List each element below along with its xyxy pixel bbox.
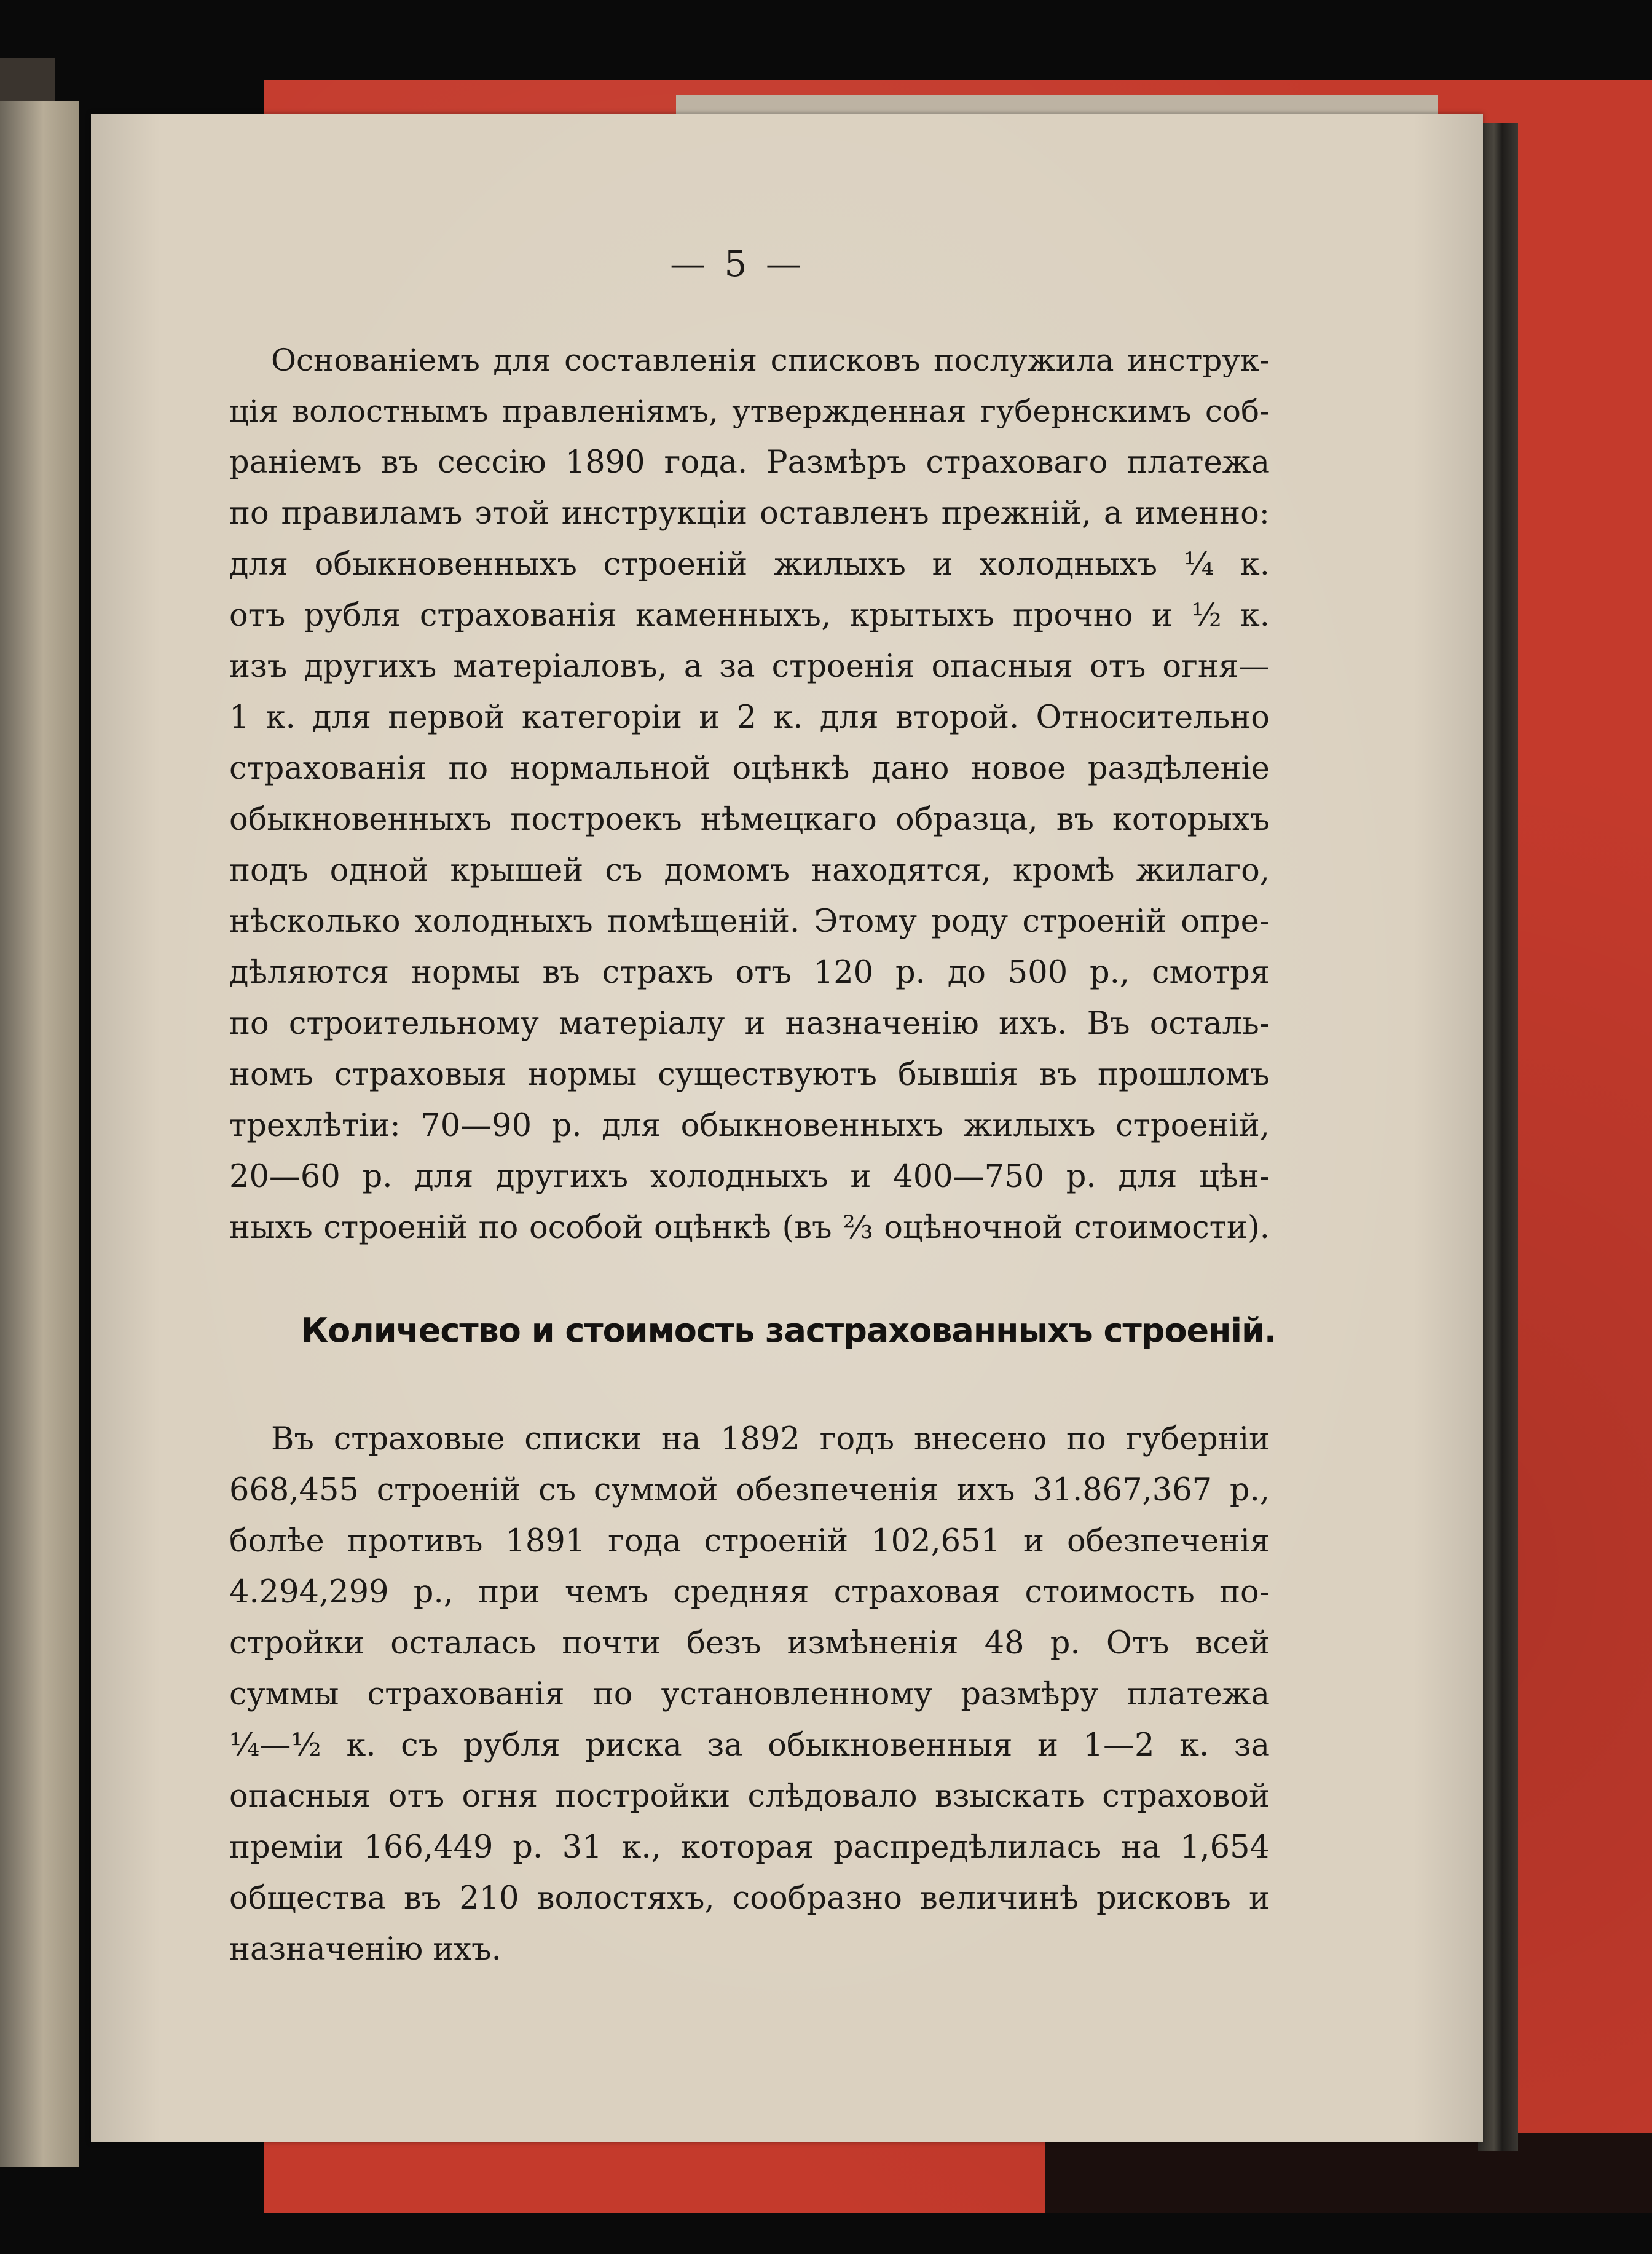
text-line: номъ страховыя нормы существуютъ бывшія въ прошломъ	[229, 1057, 1270, 1093]
text-line: стройки осталась почти безъ измѣненія 48 р. Отъ всей	[229, 1625, 1270, 1661]
paragraph-1	[229, 335, 1270, 1253]
text-line: 20—60 р. для другихъ холодныхъ и 400—750 р. для цѣн-	[229, 1159, 1270, 1195]
page-stack-right-edge	[1478, 123, 1518, 2151]
text-line: преміи 166,449 р. 31 к., которая распредѣлилась на 1,654	[229, 1829, 1270, 1866]
text-line: по строительному матеріалу и назначенію ихъ. Въ осталь-	[229, 1006, 1270, 1042]
text-line: общества въ 210 волостяхъ, сообразно величинѣ рисковъ и	[229, 1880, 1270, 1917]
text-line: Основаніемъ для составленія списковъ послужила инструк-	[271, 342, 1270, 378]
paragraph-2	[229, 1414, 1270, 1975]
text-line: изъ другихъ матеріаловъ, а за строенія опасныя отъ огня—	[229, 648, 1270, 685]
text-line: Въ страховые списки на 1892 годъ внесено по губерніи	[271, 1421, 1270, 1457]
text-line: подъ одной крышей съ домомъ находятся, кромѣ жилаго,	[229, 853, 1270, 889]
text-line: нѣсколько холодныхъ помѣщеній. Этому роду строеній опре-	[229, 904, 1270, 940]
section-heading: Количество и стоимость застрахованныхъ строеній.	[301, 1311, 1276, 1350]
page-number: — 5 —	[670, 243, 805, 285]
text-line: отъ рубля страхованія каменныхъ, крытыхъ прочно и ½ к.	[229, 597, 1270, 634]
text-line: 1 к. для первой категоріи и 2 к. для второй. Относительно	[229, 699, 1270, 736]
text-line: назначенію ихъ.	[229, 1931, 502, 1968]
text-line: дѣляются нормы въ страхъ отъ 120 р. до 500 р., смотря	[229, 955, 1270, 991]
text-line: 4.294,299 р., при чемъ средняя страховая стоимость по-	[229, 1574, 1270, 1610]
text-line: раніемъ въ сессію 1890 года. Размѣръ страховаго платежа	[229, 444, 1270, 481]
left-facing-page-edge	[0, 101, 79, 2167]
text-line: ція волостнымъ правленіямъ, утвержденная губернскимъ соб-	[229, 393, 1270, 429]
cover-shadow	[1045, 2133, 1652, 2213]
text-line: опасныя отъ огня постройки слѣдовало взыскать страховой	[229, 1778, 1270, 1815]
text-line: страхованія по нормальной оцѣнкѣ дано новое раздѣленіе	[229, 751, 1270, 787]
text-line: 668,455 строеній съ суммой обезпеченія ихъ 31.867,367 р.,	[229, 1472, 1270, 1508]
text-line: для обыкновенныхъ строеній жилыхъ и холодныхъ ¼ к.	[229, 546, 1270, 583]
text-line: трехлѣтіи: 70—90 р. для обыкновенныхъ жилыхъ строеній,	[229, 1108, 1270, 1144]
text-line: суммы страхованія по установленному размѣру платежа	[229, 1676, 1270, 1712]
text-line: болѣе противъ 1891 года строеній 102,651 и обезпеченія	[229, 1523, 1270, 1559]
text-line: обыкновенныхъ построекъ нѣмецкаго образца, въ которыхъ	[229, 802, 1270, 838]
text-line: ныхъ строеній по особой оцѣнкѣ (въ ⅔ оцѣночной стоимости).	[229, 1210, 1270, 1246]
text-line: по правиламъ этой инструкціи оставленъ прежній, а именно:	[229, 495, 1270, 532]
text-line: ¼—½ к. съ рубля риска за обыкновенныя и 1—2 к. за	[229, 1727, 1270, 1763]
